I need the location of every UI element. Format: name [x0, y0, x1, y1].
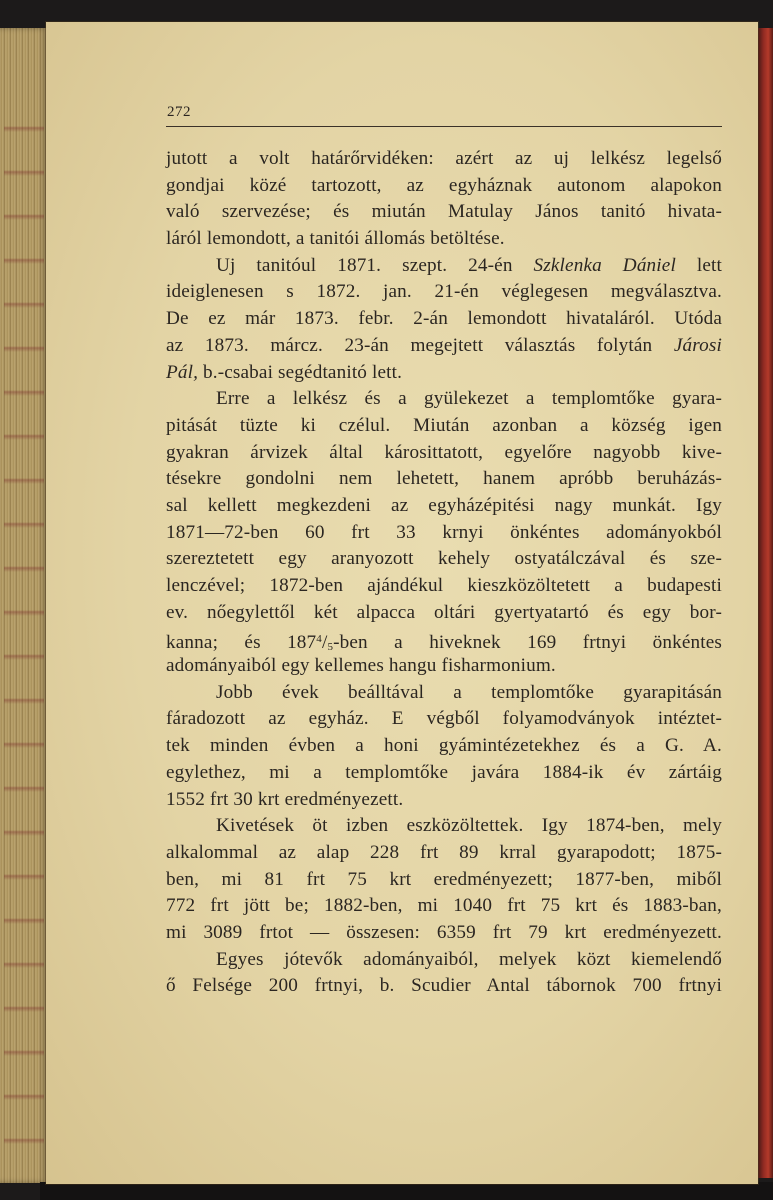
text-line: alkalommal az alap 228 frt 89 krral gyarapodott; 1875-	[166, 841, 722, 863]
text-line: szereztetett egy aranyozott kehely ostyatálczával és sze-	[166, 548, 722, 570]
text-line	[166, 360, 722, 387]
text-line: mi 3089 frtot — összesen: 6359 frt 79 krt eredményezett.	[166, 921, 722, 943]
fraction-slash: /	[321, 632, 328, 654]
text-line: sal kellett megkezdeni az egyházépitési nagy munkát. Igy	[166, 494, 722, 516]
text-line: Jobb évek beálltával a templomtőke gyarapitásán	[216, 681, 722, 703]
text-line: adományaiból egy kellemes hangu fisharmonium.	[166, 655, 556, 677]
text-run: Uj tanitóul 1871. szept. 24-én	[216, 254, 513, 276]
text-line: tek minden évben a honi gyámintézetekhez és a G. A.	[166, 735, 722, 757]
text-line: fáradozott az egyház. E végből folyamodványok intéztet-	[166, 708, 722, 730]
page-number: 272	[167, 104, 191, 120]
text-line: Kivetések öt izben eszközöltettek. Igy 1874-ben, mely	[216, 815, 722, 837]
stacked-page-edges	[0, 28, 48, 1183]
text-line	[166, 253, 722, 280]
italic-name: Járosi	[673, 334, 722, 356]
text-line: lenczével; 1872-ben ajándékul kieszközöltetett a budapesti	[166, 575, 722, 596]
text-line: való szervezése; és miután Matulay János tanitó hivata-	[166, 201, 722, 223]
text-line: De ez már 1873. febr. 2-án lemondott hivataláról. Utóda	[166, 308, 722, 330]
italic-name: Pál,	[166, 361, 199, 383]
text-run: az 1873. márcz. 23-án megejtett választás folytán	[166, 334, 653, 356]
text-line	[166, 333, 722, 360]
bottom-shadow	[40, 1182, 773, 1200]
body-text	[166, 146, 722, 1000]
text-line: ev. nőegylettől két alpacca oltári gyertyatartó és egy bor-	[166, 601, 722, 623]
right-page-edge	[757, 28, 773, 1178]
text-line: ideiglenesen s 1872. jan. 21-én véglegesen megválasztva.	[166, 281, 722, 303]
text-line: láról lemondott, a tanitói állomás betöltése.	[166, 228, 505, 250]
header-rule	[166, 126, 722, 127]
text-run: lett	[696, 254, 722, 276]
text-line: Egyes jótevők adományaiból, melyek közt kiemelendő	[216, 948, 722, 970]
text-line: gyakran árvizek által károsittatott, egyelőre nagyobb kive-	[166, 441, 722, 463]
text-line: ben, mi 81 frt 75 krt eredményezett; 1877-ben, miből	[166, 868, 722, 890]
text-line: gondjai közé tartozott, az egyháznak autonom alapokon	[166, 174, 722, 196]
text-line: 772 frt jött be; 1882-ben, mi 1040 frt 75 krt és 1883-ban,	[166, 895, 722, 917]
text-run: -ben a hiveknek 169 frtnyi önkéntes	[333, 632, 722, 654]
text-line: jutott a volt határőrvidéken: azért az uj lelkész legelső	[166, 148, 722, 169]
text-line: 1552 frt 30 krt eredményezett.	[166, 788, 404, 810]
text-line: ő Felsége 200 frtnyi, b. Scudier Antal tábornok 700 frtnyi	[166, 975, 722, 997]
text-line	[166, 626, 722, 653]
text-line: pitását tüzte ki czélul. Miután azonban a község igen	[166, 414, 722, 436]
italic-name: Szklenka Dániel	[533, 254, 676, 276]
text-line: tésekre gondolni nem lehetett, hanem apróbb beruházás-	[166, 468, 722, 490]
text-line: egylethez, mi a templomtőke javára 1884-ik év zártáig	[166, 761, 722, 783]
text-line: 1871—72-ben 60 frt 33 krnyi önkéntes adományokból	[166, 521, 722, 543]
fraction-numerator: 4	[316, 633, 322, 646]
page-edge-marks	[4, 88, 44, 1148]
text-run: b.-csabai segédtanitó lett.	[203, 361, 403, 383]
text-line: Erre a lelkész és a gyülekezet a templomtőke gyara-	[216, 388, 722, 410]
text-run: kanna; és 187	[166, 632, 317, 654]
fraction-denominator: 5	[327, 641, 334, 654]
